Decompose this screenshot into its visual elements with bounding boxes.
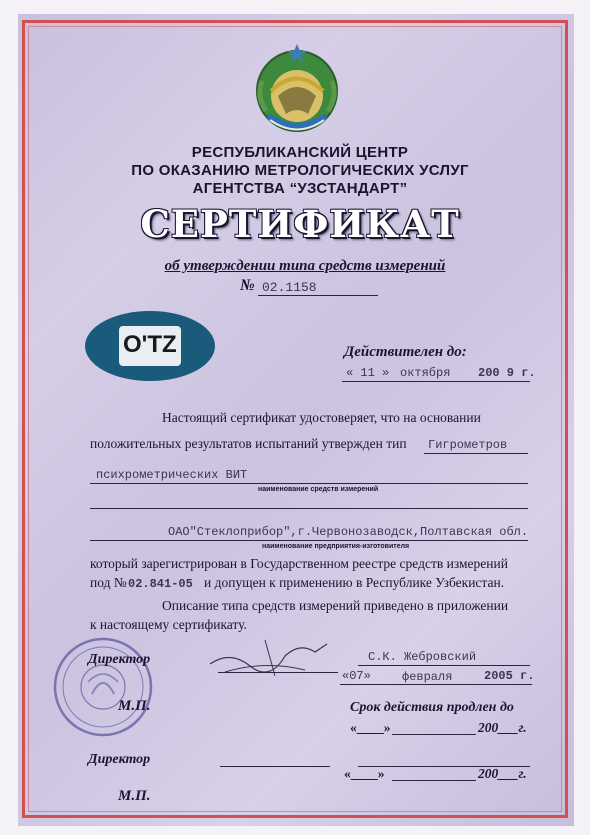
blank-line — [90, 508, 528, 509]
description-line-1: Описание типа средств измерений приведено в приложении — [162, 598, 509, 613]
manufacturer-underline — [90, 540, 528, 541]
manufacturer-name: ОАО"Стеклоприбор",г.Червонозаводск,Полтавская обл. — [168, 525, 529, 539]
reg-prefix: под № — [90, 575, 127, 590]
extension-2-month-line — [392, 780, 476, 781]
issue-year: 2005 г. — [484, 669, 535, 683]
body-paragraph-1: Настоящий сертификат удостоверяет, что на основании — [162, 410, 481, 425]
registered-text: который зарегистрирован в Государственном реестре средств измерений — [90, 556, 508, 571]
instrument-name-2: психрометрических ВИТ — [96, 468, 248, 482]
instrument-name-1: Гигрометров — [428, 438, 508, 452]
otz-logo-text: O'TZ — [123, 331, 177, 358]
number-underline — [258, 295, 378, 296]
instrument-underline-1 — [424, 453, 528, 454]
extension-day: «____» — [350, 720, 391, 735]
director-2-label: Директор — [88, 752, 151, 767]
extension-year: 200___г. — [478, 720, 527, 735]
body-paragraph-2: положительных результатов испытаний утвержден тип — [90, 436, 407, 451]
instrument-underline-2 — [90, 483, 528, 484]
otz-logo — [85, 311, 215, 381]
issue-date-underline — [340, 684, 532, 685]
director-signature — [205, 632, 335, 682]
issue-month: февраля — [402, 670, 453, 684]
header-line-2: ПО ОКАЗАНИЮ МЕТРОЛОГИЧЕСКИХ УСЛУГ — [131, 162, 469, 179]
reg-number: 02.841-05 — [128, 577, 193, 591]
extension-2-year: 200___г. — [478, 766, 527, 781]
valid-month: октября — [400, 366, 451, 380]
issue-day: «07» — [342, 669, 371, 683]
extension-month-line — [392, 734, 476, 735]
director-name-underline — [358, 665, 530, 666]
header-line-3: АГЕНТСТВА “УЗСТАНДАРТ” — [192, 180, 408, 197]
reg-suffix: и допущен к применению в Республике Узбекистан. — [204, 575, 505, 590]
certificate-subtitle: об утверждении типа средств измерений — [164, 258, 446, 274]
valid-year: 200 9 г. — [478, 366, 536, 380]
director-label: Директор — [88, 652, 151, 667]
manufacturer-caption: наименование предприятия-изготовителя — [262, 543, 410, 550]
valid-until-label: Действителен до: — [344, 344, 467, 360]
signature-line — [218, 672, 338, 673]
valid-day: « 11 » — [346, 366, 390, 380]
number-label: № — [240, 277, 255, 294]
director-name: С.К. Жебровский — [368, 650, 477, 664]
certificate-number: 02.1158 — [262, 280, 317, 295]
extension-2-day: «____» — [344, 766, 385, 781]
signature-2-line — [220, 766, 330, 767]
certificate-title: СЕРТИФИКАТ — [140, 202, 460, 246]
description-line-2: к настоящему сертификату. — [90, 617, 247, 632]
instrument-caption: наименование средств измерений — [258, 486, 379, 493]
extended-label: Срок действия продлен до — [350, 700, 514, 715]
state-emblem-icon — [248, 36, 346, 141]
valid-date-underline — [342, 381, 530, 382]
header-line-1: РЕСПУБЛИКАНСКИЙ ЦЕНТР — [191, 144, 409, 161]
stamp-2-label: М.П. — [118, 788, 151, 804]
stamp-label: М.П. — [118, 698, 151, 714]
